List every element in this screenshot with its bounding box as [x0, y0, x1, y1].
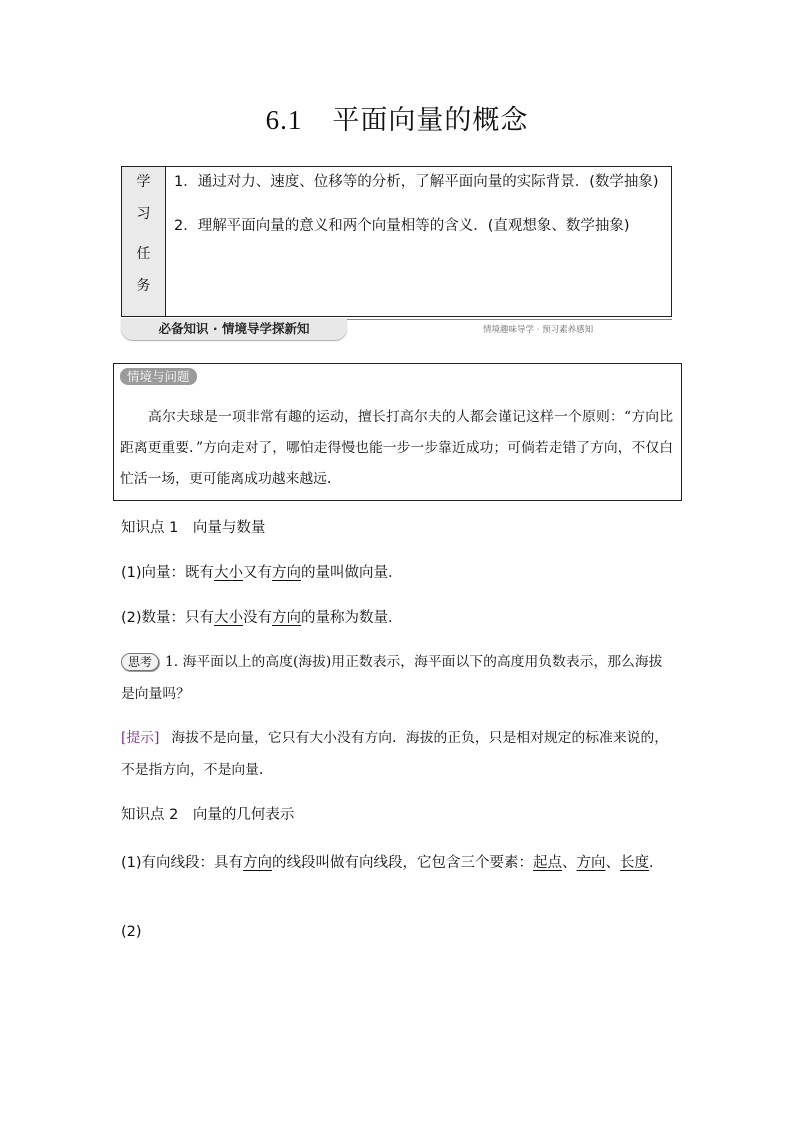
label-char: 任	[136, 246, 151, 262]
scenario-box	[113, 363, 682, 501]
think-question	[121, 646, 676, 710]
answer-underline: 起点	[533, 855, 563, 871]
text-span: (1)有向线段：具有	[121, 855, 244, 871]
banner-title: 必备知识 · 情境导学探新知	[121, 318, 347, 340]
text-span: (1)向量：既有	[121, 565, 215, 581]
answer-underline: 长度	[620, 855, 650, 871]
hint-label: [提示]	[121, 730, 160, 746]
think-tag: 思考	[121, 653, 159, 671]
text-span: 的量称为数量．	[301, 610, 403, 626]
section-number: 6.1	[265, 105, 303, 135]
answer-underline: 方向	[272, 610, 302, 626]
learning-goals-list	[166, 167, 671, 316]
banner-rule	[347, 319, 672, 320]
section-banner	[121, 318, 672, 342]
kp2-item-2: (2)	[121, 924, 142, 940]
hint-block	[121, 722, 676, 786]
label-char: 习	[136, 206, 151, 222]
text-span: (2)数量：只有	[121, 610, 215, 626]
hint-text: 海拔不是向量，它只有大小没有方向．海拔的正负，只是相对规定的标准来说的，不是指方向，不是向量．	[121, 730, 669, 778]
page-title	[0, 98, 794, 137]
kp2-directed-segment	[121, 848, 676, 879]
text-span: 、	[605, 855, 621, 871]
answer-underline: 大小	[214, 610, 244, 626]
learning-goals-box	[121, 166, 672, 317]
scenario-tag: 情境与问题	[120, 368, 197, 385]
answer-underline: 大小	[214, 565, 244, 581]
text-span: 没有	[243, 610, 273, 626]
section-title: 平面向量的概念	[332, 105, 529, 136]
goal-item: 1．通过对力、速度、位移等的分析，了解平面向量的实际背景．(数学抽象)	[174, 174, 659, 190]
kp1-scalar-definition	[121, 606, 403, 627]
knowledge-point-2-heading: 知识点 2 向量的几何表示	[121, 807, 295, 823]
answer-underline: 方向	[272, 565, 302, 581]
answer-underline: 方向	[576, 855, 606, 871]
scenario-text: 高尔夫球是一项非常有趣的运动，擅长打高尔夫的人都会谨记这样一个原则：“方向比距离更重要．”方向走对了，哪怕走得慢也能一步一步靠近成功；可倘若走错了方向，不仅白忙活一场，更可能离成功越来越远．	[120, 409, 673, 487]
text-span: 的量叫做向量．	[301, 565, 403, 581]
think-question-text: 1. 海平面以上的高度(海拔)用正数表示，海平面以下的高度用负数表示，那么海拔是向量吗？	[121, 654, 663, 702]
text-span: 、	[562, 855, 577, 871]
goal-item: 2．理解平面向量的意义和两个向量相等的含义．(直观想象、数学抽象)	[174, 218, 630, 234]
knowledge-point-1-heading: 知识点 1 向量与数量	[121, 520, 266, 536]
text-span: 又有	[243, 565, 273, 581]
label-char: 学	[136, 174, 151, 190]
text-span: 的线段叫做有向线段，它包含三个要素：	[272, 855, 534, 871]
text-span: ．	[649, 855, 664, 871]
answer-underline: 方向	[243, 855, 273, 871]
label-char: 务	[136, 278, 151, 294]
banner-subtitle: 情境趣味导学 · 预习素养感知	[483, 325, 594, 335]
kp1-vector-definition	[121, 561, 403, 582]
learning-goals-label	[122, 167, 166, 316]
